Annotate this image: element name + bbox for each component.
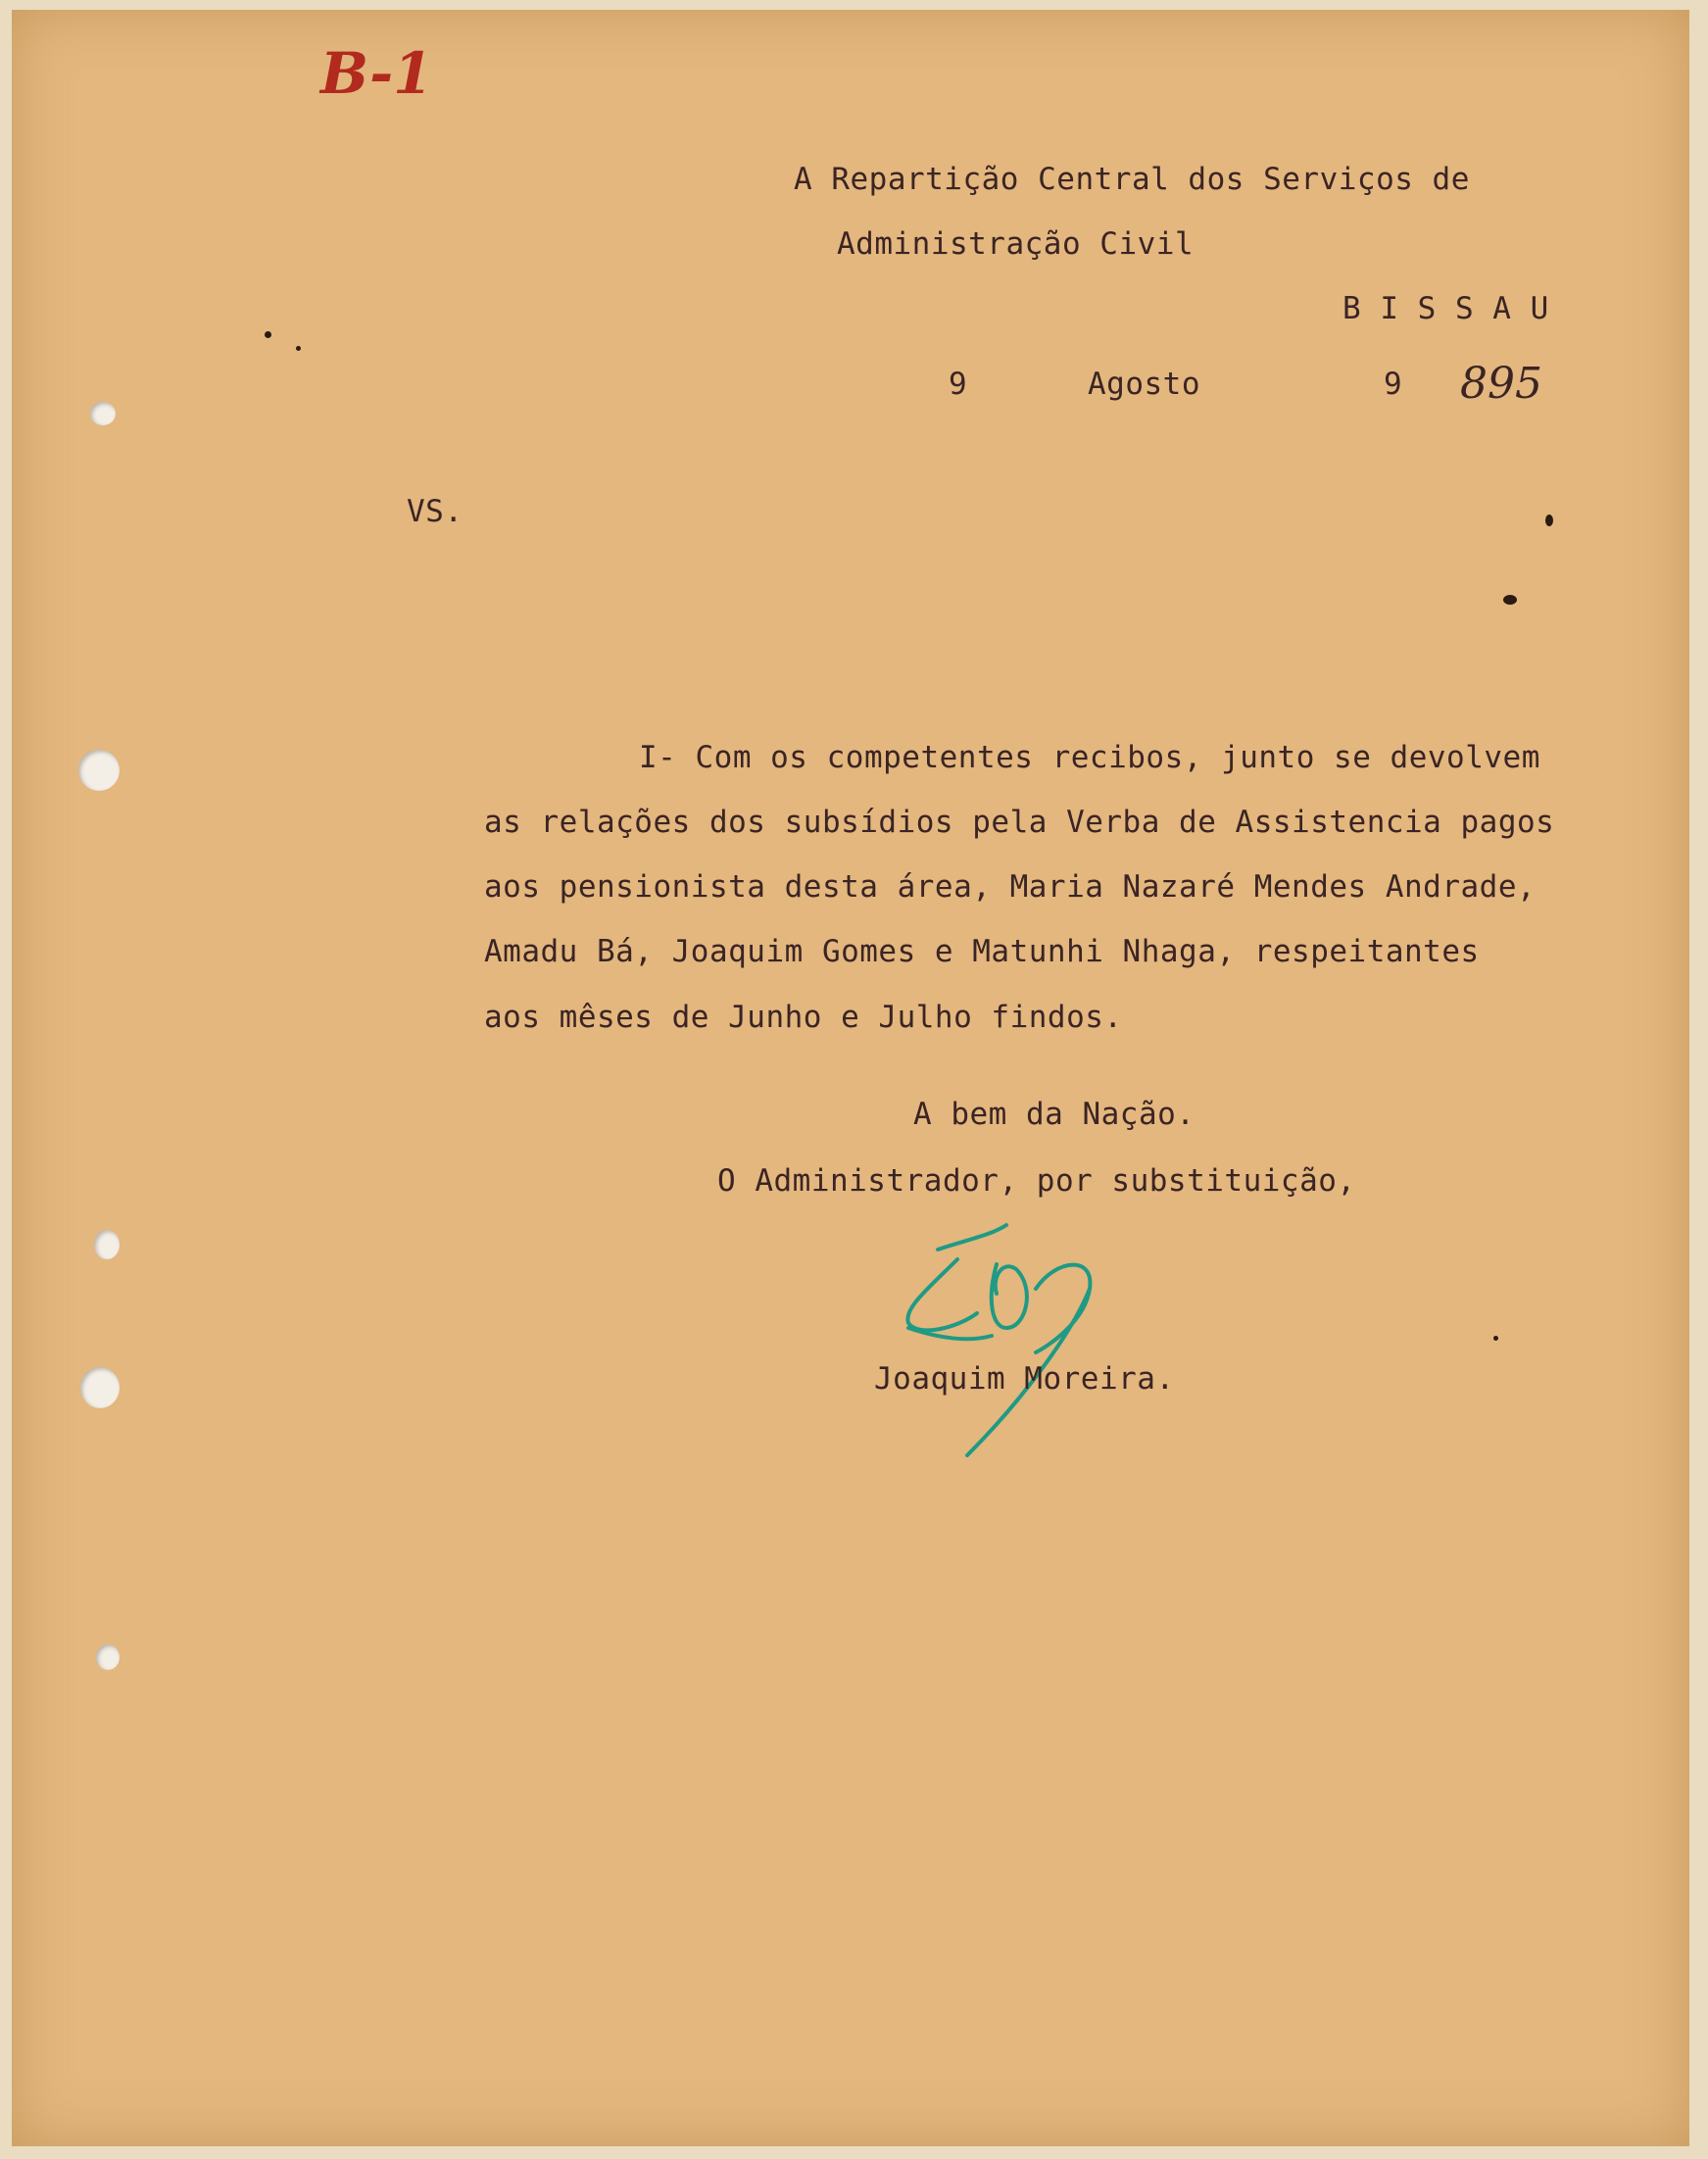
punch-hole [78,750,120,791]
document-page [12,10,1689,2146]
body-line: aos pensionista desta área, Maria Nazaré Mendes Andrade, [484,869,1537,905]
body-line: as relações dos subsídios pela Verba de Assistencia pagos [484,805,1555,840]
recipient-line-2: Administração Civil [837,226,1195,262]
date-month: Agosto [1088,367,1200,402]
closing-role: O Administrador, por substituição, [717,1163,1356,1199]
date-day: 9 [949,367,968,402]
signature-mark [899,1220,1134,1475]
closing-salutation: A bem da Nação. [913,1097,1196,1132]
body-line: Amadu Bá, Joaquim Gomes e Matunhi Nhaga, respeitantes [484,934,1480,969]
punch-hole [96,1644,120,1670]
body-line: I- Com os competentes recibos, junto se devolvem [639,740,1540,775]
ink-speck [296,346,301,351]
city: B I S S A U [1342,291,1549,326]
body-line: aos mêses de Junho e Julho findos. [484,1000,1123,1035]
recipient-line-1: A Repartição Central dos Serviços de [794,162,1470,197]
archive-mark: B-1 [320,40,433,107]
salutation: VS. [407,494,464,529]
ink-speck [1503,595,1517,605]
ink-speck [265,331,271,338]
punch-hole [94,1230,120,1259]
ink-speck [1545,515,1553,526]
signatory-name: Joaquim Moreira. [874,1361,1175,1397]
punch-hole [80,1367,120,1408]
date-year-prefix: 9 [1384,367,1403,402]
punch-hole [90,402,116,425]
handwritten-number: 895 [1460,359,1542,409]
ink-speck [1493,1336,1498,1341]
